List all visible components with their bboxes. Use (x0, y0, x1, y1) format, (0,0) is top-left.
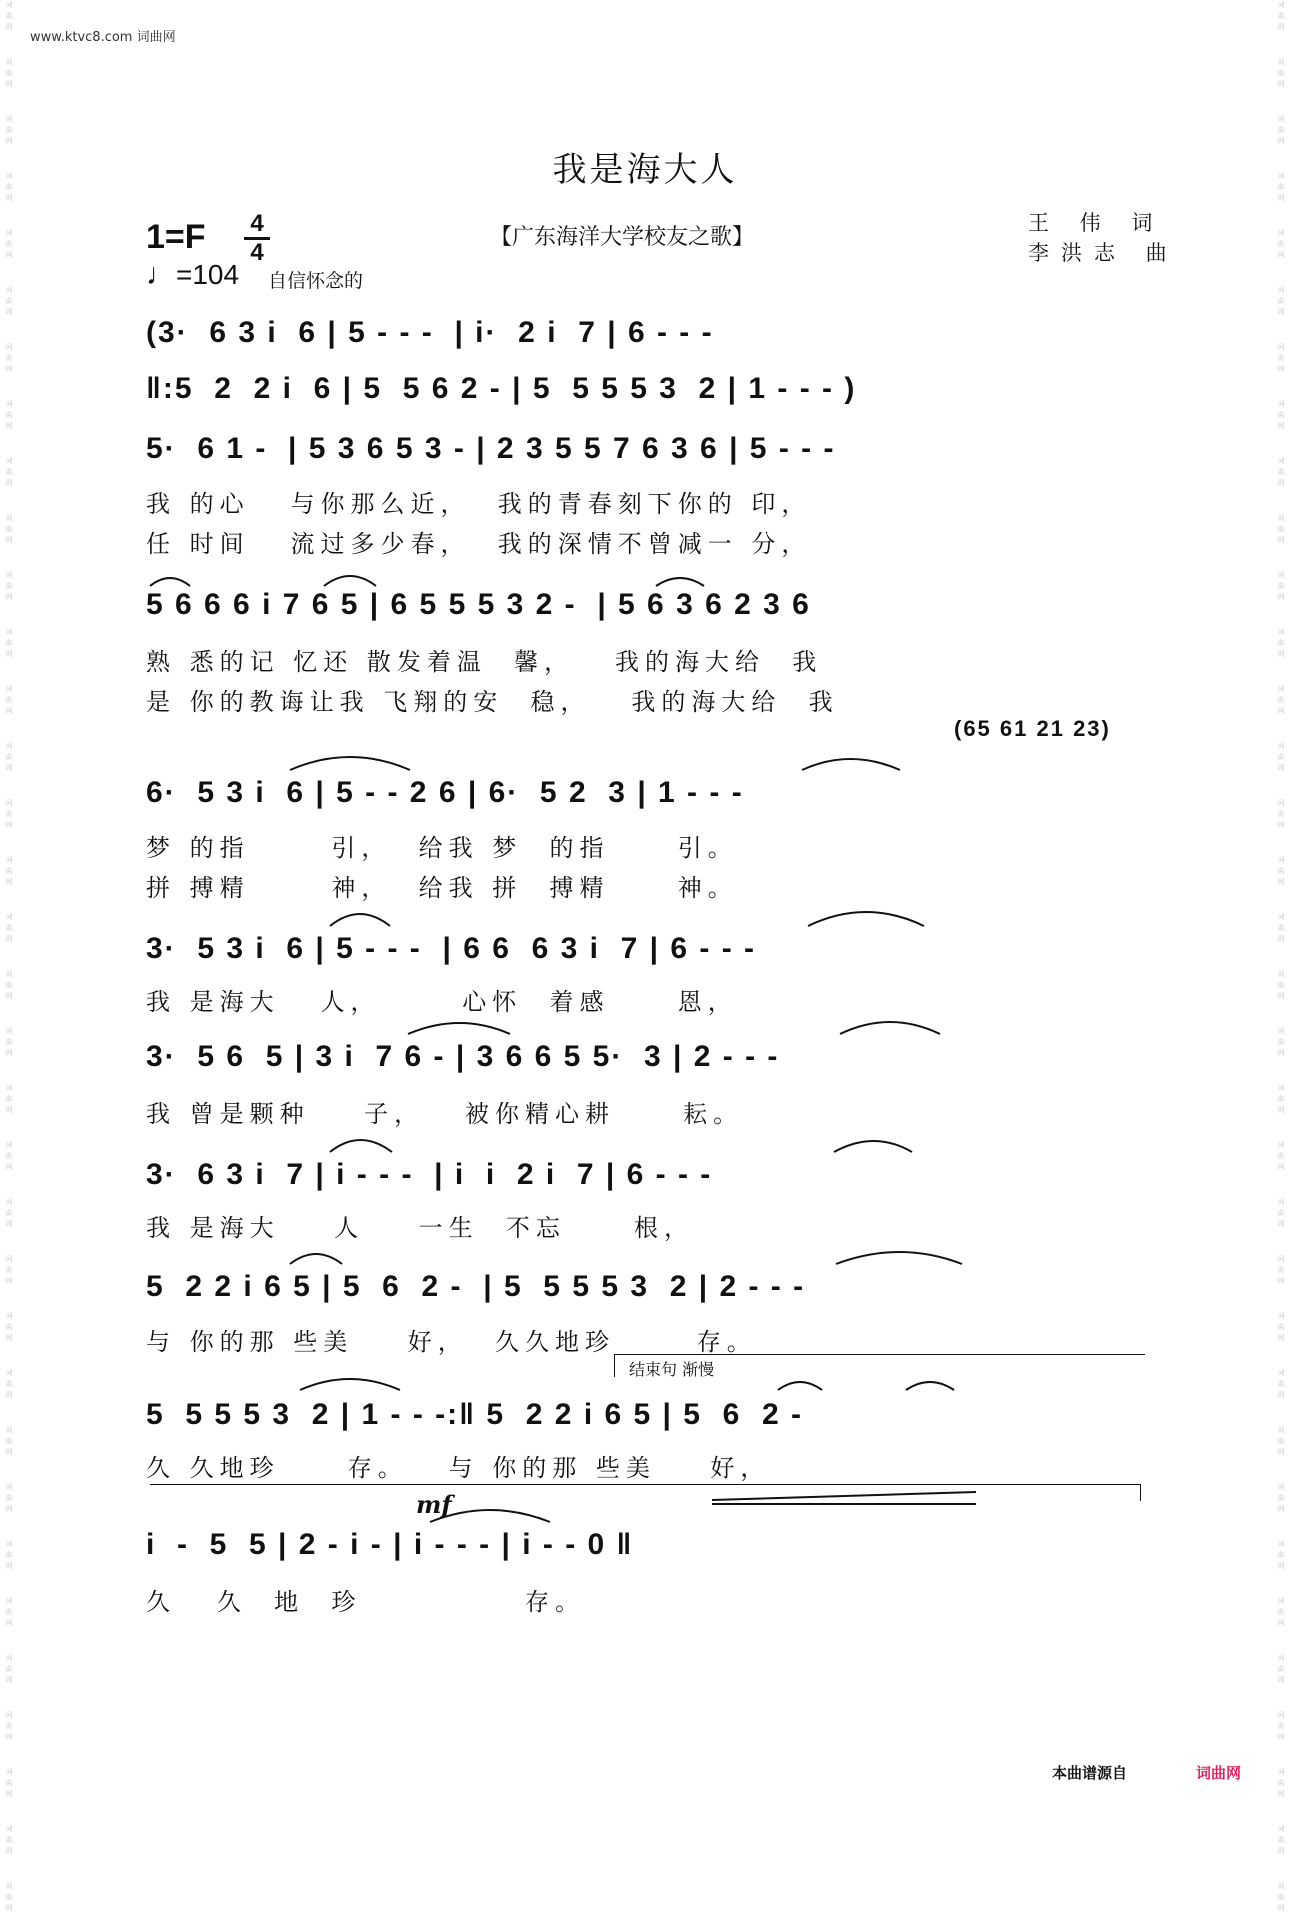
slur-arc (834, 1141, 912, 1152)
watermark-glyph: 词 曲 网 (5, 685, 13, 715)
watermark-glyph: 词 曲 网 (1277, 1198, 1285, 1228)
watermark-glyph: 词 曲 网 (5, 1426, 13, 1456)
watermark-glyph: 词 曲 网 (1277, 1768, 1285, 1798)
watermark-glyph: 词 曲 网 (1277, 1825, 1285, 1855)
watermark-glyph: 词 曲 网 (1277, 1426, 1285, 1456)
watermark-glyph: 词 曲 网 (5, 1597, 13, 1627)
lyric-line-9: 与 你的那 些美 好， 久久地珍 存。 (146, 1328, 757, 1356)
watermark-glyph: 词 曲 网 (1277, 571, 1285, 601)
watermark-glyph: 词 曲 网 (1277, 286, 1285, 316)
watermark-glyph: 词 曲 网 (1277, 1255, 1285, 1285)
watermark-glyph: 词 曲 网 (5, 172, 13, 202)
watermark-glyph: 词 曲 网 (5, 514, 13, 544)
notation-line-6: 3· 5 3 i 6 | 5 - - - | 6 6 6 3 i 7 | 6 - - - (146, 932, 757, 965)
notation-line-9: 5 2 2 i 6 5 | 5 6 2 - | 5 5 5 5 3 2 | 2 - - - (146, 1270, 806, 1303)
watermark-glyph: 词 曲 网 (1277, 115, 1285, 145)
slur-arc (808, 912, 924, 926)
notation-line-2: ‖:5 2 2 i 6 | 5 5 6 2 - | 5 5 5 5 3 2 | 1 - - - ) (146, 372, 857, 405)
time-signature-top: 4 (250, 210, 264, 237)
footer-source-label: 本曲谱源自 (1052, 1764, 1128, 1782)
slur-arc (330, 914, 390, 926)
watermark-glyph: 词 曲 网 (5, 1483, 13, 1513)
watermark-glyph: 词 曲 网 (1277, 400, 1285, 430)
slur-arc (656, 578, 704, 586)
watermark-glyph: 词 曲 网 (5, 115, 13, 145)
bridge-figure: (65 61 21 23) (954, 716, 1111, 741)
watermark-glyph: 词 曲 网 (5, 1768, 13, 1798)
watermark-glyph: 词 曲 网 (1277, 1027, 1285, 1057)
watermark-glyph: 词 曲 网 (5, 1084, 13, 1114)
notation-line-3: 5· 6 1 - | 5 3 6 5 3 - | 2 3 5 5 7 6 3 6 | 5 - - - (146, 432, 836, 465)
watermark-glyph: 词 曲 网 (5, 1369, 13, 1399)
watermark-glyph: 词 曲 网 (1277, 1711, 1285, 1741)
watermark-glyph: 词 曲 网 (1277, 172, 1285, 202)
slur-arc (290, 757, 410, 770)
watermark-glyph: 词 曲 网 (5, 1141, 13, 1171)
watermark-glyph: 词 曲 网 (1277, 970, 1285, 1000)
expression-marking: 自信怀念的 (268, 270, 364, 292)
watermark-glyph: 词 曲 网 (5, 1312, 13, 1342)
crescendo-line (712, 1492, 976, 1500)
slur-arc (300, 1379, 400, 1390)
watermark-glyph: 词 曲 网 (5, 1654, 13, 1684)
watermark-glyph: 词 曲 网 (1277, 229, 1285, 259)
lyric-line-8: 我 是海大 人 一生 不忘 根， (146, 1214, 695, 1242)
tempo-value: =104 (176, 259, 240, 290)
dynamic-marking: mf (416, 1490, 452, 1519)
watermark-glyph: 词 曲 网 (5, 343, 13, 373)
song-subtitle: 【广东海洋大学校友之歌】 (490, 225, 755, 250)
watermark-glyph: 词 曲 网 (1277, 799, 1285, 829)
watermark-glyph: 词 曲 网 (5, 628, 13, 658)
notation-line-5: 6· 5 3 i 6 | 5 - - 2 6 | 6· 5 2 3 | 1 - - - (146, 776, 744, 809)
watermark-glyph: 词 曲 网 (5, 58, 13, 88)
lyricist-credit: 王 伟 词 (1028, 211, 1165, 235)
footer-brand[interactable]: 词曲网 (1196, 1764, 1242, 1782)
slur-arc (836, 1252, 962, 1264)
watermark-glyph: 词 曲 网 (5, 1825, 13, 1855)
watermark-glyph: 词 曲 网 (1277, 1654, 1285, 1684)
lyric-line-3a: 我 的心 与你那么近， 我的青春刻下你的 印， (146, 490, 812, 518)
ending-label: 结束句 渐慢 (629, 1360, 715, 1379)
watermark-glyph: 词 曲 网 (1277, 1369, 1285, 1399)
slur-arc (802, 759, 900, 770)
watermark-glyph: 词 曲 网 (5, 970, 13, 1000)
watermark-glyph: 词 曲 网 (5, 856, 13, 886)
watermark-glyph: 词 曲 网 (5, 1198, 13, 1228)
watermark-glyph: 词 曲 网 (5, 400, 13, 430)
slur-arc (408, 1023, 510, 1034)
watermark-glyph: 词 曲 网 (1277, 1, 1285, 31)
lyric-line-4b: 是 你的教诲让我 飞翔的安 稳， 我的海大给 我 (146, 688, 839, 716)
slur-arc (290, 1254, 342, 1264)
watermark-glyph: 词 曲 网 (1277, 913, 1285, 943)
lyric-line-11: 久 久 地 珍 存。 (146, 1588, 585, 1616)
lyric-line-5a: 梦 的指 引， 给我 梦 的指 引。 (146, 834, 738, 862)
watermark-glyph: 词 曲 网 (1277, 1540, 1285, 1570)
slur-arc (840, 1022, 940, 1034)
watermark-glyph: 词 曲 网 (1277, 58, 1285, 88)
slur-arc (778, 1382, 822, 1390)
watermark-glyph: 词 曲 网 (1277, 514, 1285, 544)
watermark-glyph: 词 曲 网 (1277, 343, 1285, 373)
watermark-glyph: 词 曲 网 (5, 1882, 13, 1912)
time-signature-bottom: 4 (250, 239, 264, 266)
composer-credit: 李洪志 曲 (1028, 241, 1179, 265)
lyric-line-10: 久 久地珍 存。 与 你的那 些美 好， (146, 1454, 771, 1482)
watermark-glyph: 词 曲 网 (5, 229, 13, 259)
watermark-glyph: 词 曲 网 (1277, 457, 1285, 487)
watermark-glyph: 词 曲 网 (1277, 685, 1285, 715)
watermark-glyph: 词 曲 网 (1277, 1141, 1285, 1171)
lyric-line-6: 我 是海大 人， 心怀 着感 恩， (146, 988, 738, 1016)
lyric-line-3b: 任 时间 流过多少春， 我的深情不曾减一 分， (146, 530, 812, 558)
lyric-line-5b: 拼 搏精 神， 给我 拼 搏精 神。 (146, 874, 738, 902)
lyric-line-7: 我 曾是颗种 子， 被你精心耕 耘。 (146, 1100, 744, 1128)
watermark-glyph: 词 曲 网 (5, 1711, 13, 1741)
watermark-glyph: 词 曲 网 (1277, 1312, 1285, 1342)
watermark-glyph: 词 曲 网 (1277, 742, 1285, 772)
notation-line-4: 5 6 6 6 i 7 6 5 | 6 5 5 5 3 2 - | 5 6 3 6 2 3 6 (146, 588, 811, 621)
quarter-note-icon: ♩ (146, 258, 176, 291)
watermark-glyph: 词 曲 网 (1277, 1882, 1285, 1912)
slur-arc (150, 578, 190, 586)
notation-line-10: 5 5 5 5 3 2 | 1 - - -:‖ 5 2 2 i 6 5 | 5 6 2 - (146, 1398, 803, 1431)
watermark-glyph: 词 曲 网 (5, 913, 13, 943)
notation-line-7: 3· 5 6 5 | 3 i 7 6 - | 3 6 6 5 5· 3 | 2 - - - (146, 1040, 780, 1073)
slur-arc (906, 1382, 954, 1390)
watermark-glyph: 词 曲 网 (5, 1, 13, 31)
notation-line-1: (3· 6 3 i 6 | 5 - - - | i· 2 i 7 | 6 - - - (146, 316, 714, 349)
song-title: 我是海大人 (552, 150, 738, 190)
slur-arc (330, 1140, 392, 1152)
watermark-glyph: 词 曲 网 (5, 457, 13, 487)
watermark-glyph: 词 曲 网 (1277, 1084, 1285, 1114)
lyric-line-4a: 熟 悉的记 忆还 散发着温 馨， 我的海大给 我 (146, 648, 823, 676)
watermark-glyph: 词 曲 网 (5, 742, 13, 772)
watermark-glyph: 词 曲 网 (5, 1540, 13, 1570)
key-signature: 1=F (146, 218, 206, 256)
watermark-glyph: 词 曲 网 (1277, 628, 1285, 658)
watermark-glyph: 词 曲 网 (5, 799, 13, 829)
watermark-glyph: 词 曲 网 (5, 1255, 13, 1285)
slur-arc (430, 1510, 550, 1522)
notation-line-8: 3· 6 3 i 7 | i - - - | i i 2 i 7 | 6 - - - (146, 1158, 713, 1191)
watermark-glyph: 词 曲 网 (5, 1027, 13, 1057)
watermark-glyph: 词 曲 网 (1277, 856, 1285, 886)
watermark-glyph: 词 曲 网 (1277, 1597, 1285, 1627)
watermark-glyph: 词 曲 网 (1277, 1483, 1285, 1513)
watermark-glyph: 词 曲 网 (5, 571, 13, 601)
site-url: www.ktvc8.com 词曲网 (30, 30, 176, 45)
notation-line-11: i - 5 5 | 2 - i - | i - - - | i - - 0 ‖ (146, 1528, 634, 1561)
watermark-glyph: 词 曲 网 (5, 286, 13, 316)
slur-arc (324, 576, 376, 586)
